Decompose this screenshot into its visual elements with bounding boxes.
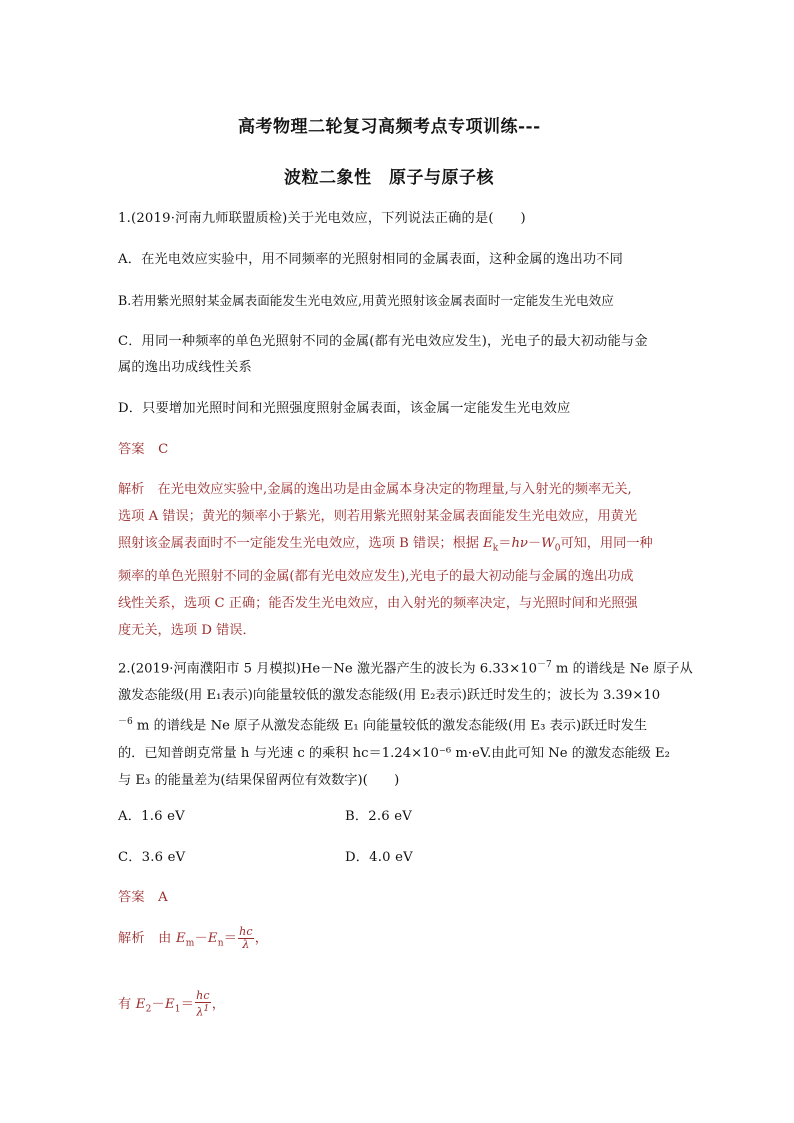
analysis-text: 可知，用同一种 xyxy=(560,536,653,551)
analysis-line: 线性关系，选项 C 正确；能否发生光电效应，由入射光的频率决定，与光照时间和光照强 xyxy=(118,595,638,611)
stem-line: 与 E₃ 的能量差为(结果保留两位有效数字)( ) xyxy=(118,772,400,788)
question-1-answer: 答案 C xyxy=(118,442,169,457)
stem-text: 2.(2019·河南濮阳市 5 月模拟)He－Ne 激光器产生的波长为 6.33×10 xyxy=(118,661,537,677)
question-1-analysis xyxy=(118,476,678,644)
question-2-step-1 xyxy=(118,990,225,1019)
step-text: 有 xyxy=(118,996,136,1012)
question-2-option-b: B．2.6 eV xyxy=(345,809,412,824)
analysis-line: 解析 在光电效应实验中,金属的逸出功是由金属本身决定的物理量,与入射光的频率无关, xyxy=(118,482,632,497)
question-1-option-c-line-1: C．用同一种频率的单色光照射不同的金属(都有光电效应发生)，光电子的最大初动能与金 xyxy=(118,334,648,349)
question-2-stem xyxy=(118,652,693,794)
document-subtitle: 波粒二象性 原子与原子核 xyxy=(284,168,494,188)
analysis-text: 照射该金属表面时不一定能发生光电效应，选项 B 错误；根据 xyxy=(118,536,484,551)
question-2-option-a: A．1.6 eV xyxy=(118,809,185,824)
fraction: $\frac{hc}{\lambda^1}$ xyxy=(196,989,210,1019)
question-2-answer: 答案 A xyxy=(118,890,168,905)
question-2-analysis xyxy=(118,926,268,951)
question-1-option-d: D．只要增加光照时间和光照强度照射金属表面，该金属一定能发生光电效应 xyxy=(118,401,571,416)
exponent: －6 xyxy=(118,717,133,728)
stem-line: 激发态能级(用 E₁表示)向能量较低的激发态能级(用 E₂表示)跃迁时发生的；波长为 3.39×10 xyxy=(118,688,661,704)
stem-line xyxy=(118,709,678,739)
stem-line xyxy=(118,652,693,682)
analysis-line xyxy=(118,530,678,563)
analysis-line: 度无关，选项 D 错误． xyxy=(118,622,256,638)
question-1-option-b: B.若用紫光照射某金属表面能发生光电效应,用黄光照射该金属表面时一定能发生光电效应 xyxy=(118,293,614,308)
stem-text: m 的谱线是 Ne 原子从激发态能级 E₁ 向能量较低的激发态能级(用 E₃ 表示)跃迁时发生 xyxy=(132,718,648,734)
fraction: $\frac{hc}{\lambda}$ xyxy=(239,925,253,951)
analysis-line: 选项 A 错误；黄光的频率小于紫光，则若用紫光照射某金属表面能发生光电效应，用黄光 xyxy=(118,509,638,524)
question-1-option-a: A．在光电效应实验中，用不同频率的光照射相同的金属表面，这种金属的逸出功不同 xyxy=(118,252,624,267)
energy-formula: $E_2-E_1=$ $\frac{hc}{\lambda^1}$ ， xyxy=(135,989,226,1019)
stem-line: 的．已知普朗克常量 h 与光速 c 的乘积 hc＝1.24×10⁻⁶ m·eV.由此可知 Ne 的激发态能级 E₂ xyxy=(118,745,670,761)
stem-text: m 的谱线是 Ne 原子从 xyxy=(551,661,693,677)
question-2-option-c: C．3.6 eV xyxy=(118,850,186,865)
question-1-option-c-line-2: 属的逸出功成线性关系 xyxy=(118,360,252,375)
analysis-text: 解析 由 xyxy=(118,931,176,946)
energy-formula: $E_m-E_n=$ $\frac{hc}{\lambda}$ ， xyxy=(175,925,269,951)
document-title: 高考物理二轮复习高频考点专项训练--- xyxy=(238,117,541,137)
question-2-option-d: D．4.0 eV xyxy=(345,850,413,865)
analysis-line: 频率的单色光照射不同的金属(都有光电效应发生),光电子的最大初动能与金属的逸出功成 xyxy=(118,568,634,584)
question-1-stem: 1.(2019·河南九师联盟质检)关于光电效应，下列说法正确的是( ) xyxy=(118,211,526,226)
photoelectric-equation: $E_k=h\nu-W_0$ xyxy=(483,536,561,554)
exponent: －7 xyxy=(537,660,552,670)
